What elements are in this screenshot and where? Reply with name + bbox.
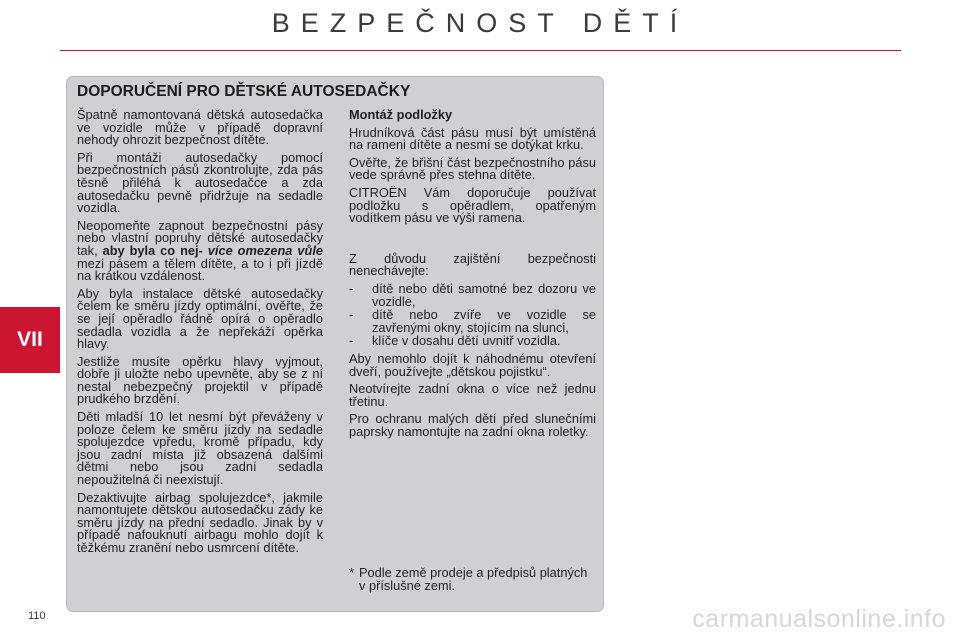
chapter-tab — [0, 307, 60, 373]
paragraph: Pro ochranu malých dětí před slunečními paprsky namontujte na zadní okna roletky. — [349, 411, 596, 439]
paragraph-text: mezi pásem a tělem dítěte, a to i při jízdě na krátkou vzdálenost. — [77, 255, 323, 284]
footnote-text: Podle země prodeje a předpisů platných v příslušné zemi. — [359, 565, 588, 593]
warning-list — [349, 280, 596, 349]
panel-title: DOPORUČENÍ PRO DĚTSKÉ AUTOSEDAČKY — [77, 83, 411, 100]
emphasis-text: více omezena vůle — [207, 242, 323, 258]
list-item — [349, 280, 596, 309]
paragraph: Neotvírejte zadní okna o více než jednu třetinu. — [349, 381, 596, 409]
list-item-text: dítě nebo děti samotné bez dozoru ve vozidle, — [372, 280, 596, 309]
paragraph: Ověřte, že břišní část bezpečnostního pásu vede správně přes stehna dítěte. — [349, 154, 596, 183]
paragraph — [77, 217, 323, 284]
paragraph: Z důvodu zajištění bezpečnosti nenechávejte: — [349, 250, 596, 279]
header-divider — [60, 50, 901, 51]
paragraph: Hrudníková část pásu musí být umístěná na rameni dítěte a nesmí se dotýkat krku. — [349, 124, 596, 153]
list-marker: - — [349, 307, 354, 323]
info-panel — [66, 76, 604, 612]
footnote — [349, 567, 596, 592]
list-marker: - — [349, 280, 354, 296]
list-item-text: dítě nebo zvíře ve vozidle se zavřenými okny, stojícím na slunci, — [372, 307, 596, 335]
footnote-marker: * — [349, 565, 354, 580]
paragraph: Při montáži autosedačky pomocí bezpečnostních pásů zkontrolujte, zda pás těsně přiléhá k autosedačce a zda autosedačku pevně přidržuje na sedadle vozidla. — [77, 149, 323, 216]
emphasis-text: aby byla co nej- — [102, 242, 203, 258]
chapter-label: VII — [17, 328, 43, 351]
paragraph: Špatně namontovaná dětská autosedačka ve vozidle může v případě dopravní nehody ohrozit bezpečnost dítěte. — [77, 107, 323, 148]
left-column — [77, 109, 323, 560]
list-item-text: klíče v dosahu dětí uvnitř vozidla. — [372, 333, 561, 349]
paragraph: Aby byla instalace dětské autosedačky čelem ke směru jízdy optimální, ověřte, že se její opěradlo řádně opírá o opěradlo sedadla vozidla a že nepřekáží opěrka hlavy. — [77, 285, 323, 352]
list-item — [349, 309, 596, 334]
page-number: 110 — [28, 610, 46, 622]
paragraph: Děti mladší 10 let nesmí být převáženy v poloze čelem ke směru jízdy na sedadle spolujezdce vpředu, kromě případu, kdy jsou zadní místa již obsazená dalšími dětmi nebo jsou zadní sedadla nepoužitelná či neexistují. — [77, 409, 323, 488]
paragraph: CITROËN Vám doporučuje používat podložku s opěradlem, opatřeným vodítkem pásu ve výši ramena. — [349, 184, 596, 226]
page-title: BEZPEČNOST DĚTÍ — [271, 8, 689, 38]
watermark: carmanualsonline.info — [692, 605, 946, 633]
right-column — [349, 109, 596, 443]
paragraph: Dezaktivujte airbag spolujezdce*, jakmile namontujete dětskou autosedačku zády ke směru jízdy na přední sedadlo. Jinak by v případě nafouknutí airbagu mohlo dojít k těžkému zranění nebo usmrcení dítěte. — [77, 489, 323, 555]
paragraph: Aby nemohlo dojít k náhodnému otevření dveří, používejte „dětskou pojistku“. — [349, 350, 596, 379]
section-subheading: Montáž podložky — [349, 107, 453, 122]
list-item — [349, 335, 596, 348]
list-marker: - — [349, 333, 354, 349]
paragraph-text: Neopomeňte zapnout bezpečnostní pásy nebo vlastní popruhy dětské autosedačky tak, — [77, 217, 323, 258]
paragraph: Jestliže musíte opěrku hlavy vyjmout, dobře ji uložte nebo upevněte, aby se z ní nestal nebezpečný projektil v případě prudkého brzdění. — [77, 353, 323, 407]
